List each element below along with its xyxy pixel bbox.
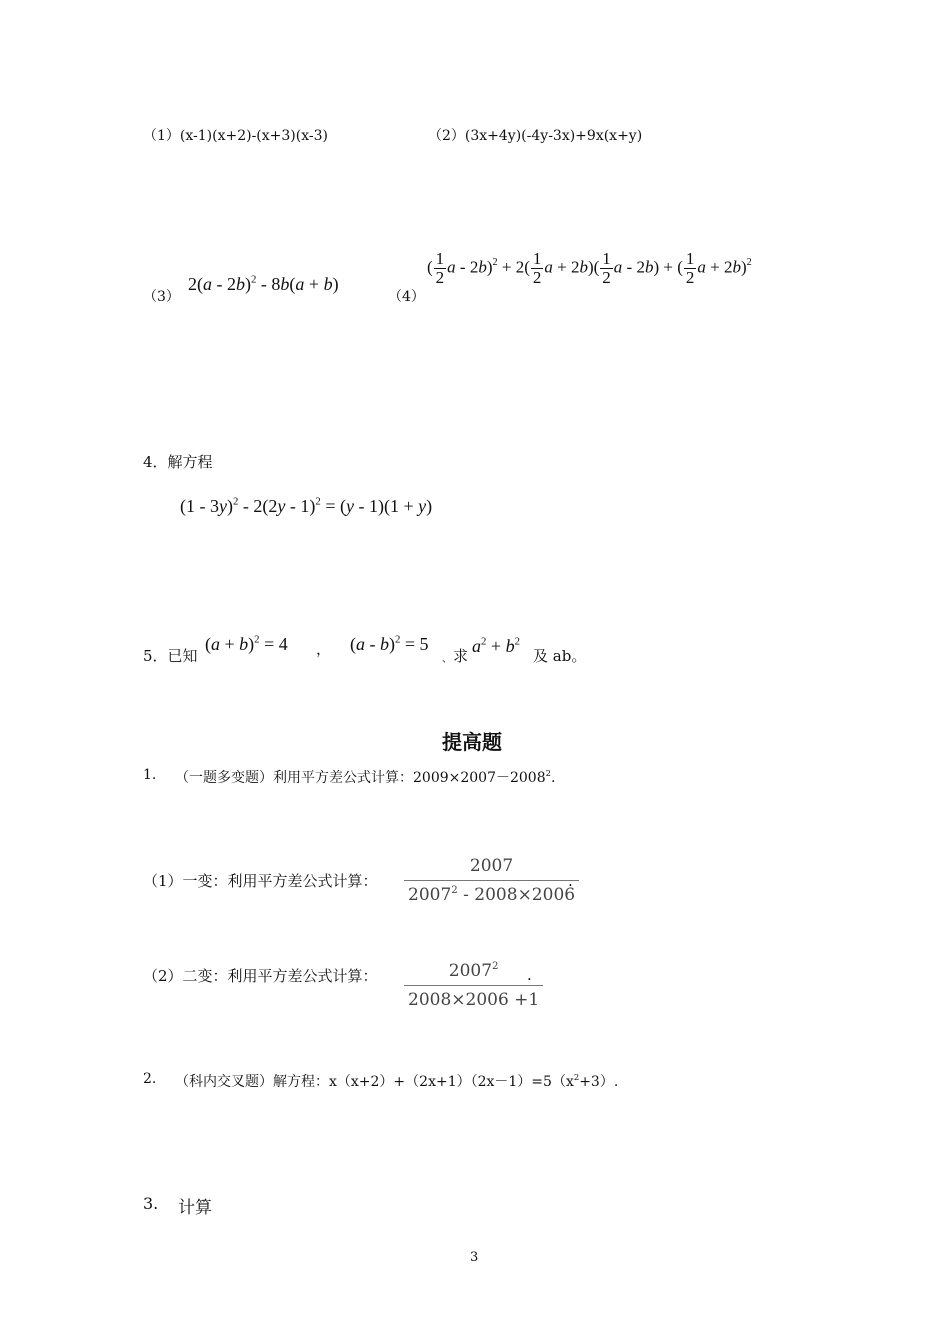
section-heading: 提高题 <box>442 730 502 754</box>
problem-1: （1）(x-1)(x+2)-(x+3)(x-3) <box>143 128 328 144</box>
variant-1-label: （1）一变：利用平方差公式计算： <box>143 872 378 890</box>
question-5-separator: 、 <box>442 654 452 665</box>
variant-2-fraction: $\frac{2007^2}{2008\times 2006 +1}$ <box>404 961 543 1010</box>
page-number: 3 <box>470 1250 479 1265</box>
variant-2-end: . <box>527 966 532 984</box>
question-5-target: $a^2 + b^2$ <box>472 635 520 656</box>
problem-3-expression: 2(a - 2b)$^2$ - 8b(a + b) <box>188 273 339 294</box>
improvement-2-text: （科内交叉题）解方程：$x(x+2)+(2x+1)(2x-1)=5(x^2+3)$. <box>175 1072 619 1090</box>
question-5-tail: 及 ab。 <box>533 647 587 665</box>
problem-4-label: （4） <box>388 289 425 305</box>
question-5-prefix: 5．已知 <box>143 647 198 665</box>
variant-2-label: （2）二变：利用平方差公式计算： <box>143 967 378 985</box>
improvement-2-number: 2. <box>143 1071 157 1087</box>
question-5-given-2: (a - b)$^2$ = 5 <box>350 633 429 654</box>
problem-2: （2）(3x+4y)(-4y-3x)+9x(x+y) <box>428 128 643 144</box>
problem-3-label: （3） <box>143 289 180 305</box>
variant-1-fraction: $\frac{2007}{2007^2 - 2008\times 2006}$ <box>404 856 579 905</box>
question-5-comma: ， <box>316 640 332 658</box>
question-5-given-1: $(a + b)^2 = 4$ <box>205 633 288 654</box>
question-5-ask: 求 <box>453 647 469 665</box>
question-4-title: 4．解方程 <box>143 453 213 471</box>
improvement-3-text: 计算 <box>178 1198 212 1218</box>
variant-1-end: . <box>568 872 573 890</box>
improvement-1-number: 1. <box>143 767 157 783</box>
question-4-equation: (1 - 3y)$^2$ - 2(2y - 1)$^2$ = (y - 1)(1 + y) <box>180 495 433 516</box>
problem-4-expression: ( $\frac{1}{2}$ a - 2b)$^2$ + 2( $\frac{1}{2}$ a + 2b)( $\frac{1}{2}$ a - 2b) + ( $\frac{1}{2}$ a + 2b)$^2$ <box>427 249 752 287</box>
improvement-1-text: （一题多变题）利用平方差公式计算：$2009\times 2007-2008^2$. <box>175 768 556 786</box>
improvement-3-number: 3. <box>143 1194 159 1213</box>
